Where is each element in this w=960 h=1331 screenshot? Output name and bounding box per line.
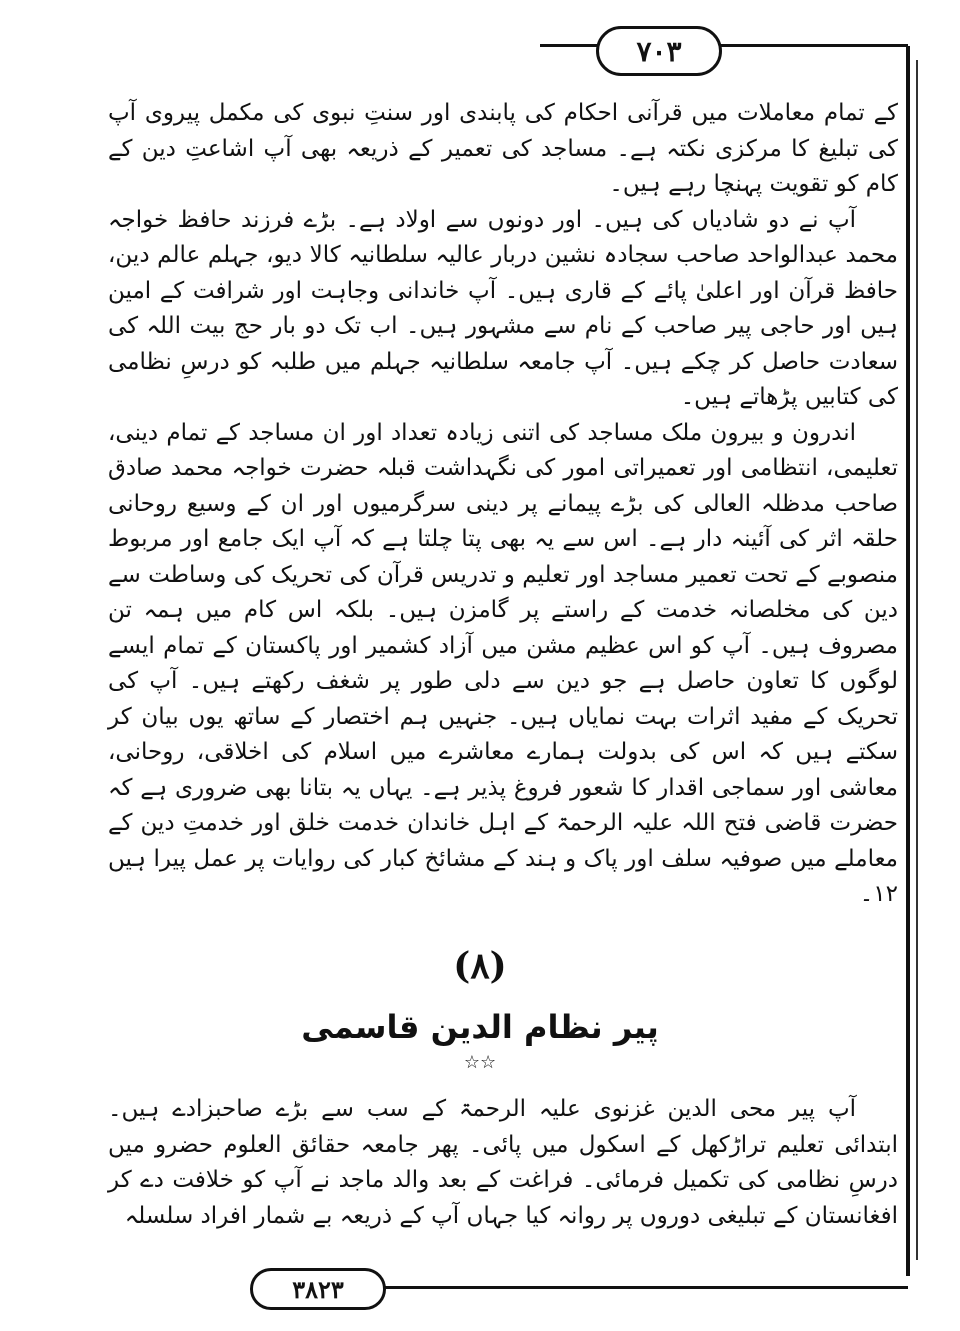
section-number: (۸) xyxy=(453,945,507,987)
paragraph-3: اندرون و بیرون ملک مساجد کی اتنی زیادہ تعداد اور ان مساجد کے تمام دینی، تعلیمی، انتظامی اور تعمیراتی امور کی نگہداشت قبلہ حضرت خواجہ محمد صادق صاحب مدظلہ العالی کی بڑے پیمانے پر دینی سرگرمیوں اور ان کے وسیع روحانی حلقہ اثر کی آئینہ دار ہے۔ اس سے یہ بھی پتا چلتا ہے کہ آپ ایک جامع اور مربوط منصوبے کے تحت تعمیر مساجد اور تعلیم و تدریس قرآن کی تحریک کی وساطت سے دین کی مخلصانہ خدمت کے راستے پر گامزن ہیں۔ بلکہ اس کام میں ہمہ تن مصروف ہیں۔ آپ کو اس عظیم مشن میں آزاد کشمیر اور پاکستان کے تمام ایسے لوگوں کا تعاون حاصل ہے جو دین سے دلی طور پر شغف رکھتے ہیں۔ آپ کی تحریک کے مفید اثرات بہت نمایاں ہیں۔ جنہیں ہم اختصار کے ساتھ یوں بیان کر سکتے ہیں کہ اس کی بدولت ہمارے معاشرے میں اسلام کی اخلاقی، روحانی، معاشی اور سماجی اقدار کا شعور فروغ پذیر ہے۔ یہاں یہ بتانا بھی ضروری ہے کہ حضرت قاضی فتح اللہ علیہ الرحمۃ کے اہل خاندان خدمت خلق اور خدمتِ دین کے معاملے میں صوفیہ سلف اور پاک و ہند کے مشائخ کبار کی روایات پر عمل پیرا ہیں ۱۲۔ xyxy=(108,419,898,907)
section-paragraph: آپ پیر محی الدین غزنوی علیہ الرحمۃ کے سب سے بڑے صاحبزادے ہیں۔ ابتدائی تعلیم تراڑکھل کے اسکول میں پائی۔ پھر جامعہ حقائق العلوم حضرو میں درسِ نظامی کی تکمیل فرمائی۔ فراغت کے بعد والد ماجد نے آپ کو خلافت دے کر افغانستان کے تبلیغی دوروں پر روانہ کیا جہاں آپ کے ذریعہ بے شمار افراد سلسلہ xyxy=(108,1096,898,1229)
section-title: پیر نظام الدین قاسمی xyxy=(301,1008,659,1046)
main-text xyxy=(108,96,898,913)
section-text xyxy=(108,1092,898,1234)
page-border-right-inner xyxy=(916,60,918,1260)
volume-page-badge: ۳۸۲۳ xyxy=(250,1268,386,1310)
paragraph-2: آپ نے دو شادیاں کی ہیں۔ اور دونوں سے اولاد ہے۔ بڑے فرزند حافظ خواجہ محمد عبدالواحد صاحب سجادہ نشین دربار عالیہ سلطانیہ کالا دیو، جہلم عالم دین، حافظ قرآن اور اعلیٰ پائے کے قاری ہیں۔ آپ خاندانی وجاہت اور شرافت کے امین ہیں اور حاجی پیر صاحب کے نام سے مشہور ہیں۔ اب تک دو بار حج بیت اللہ کی سعادت حاصل کر چکے ہیں۔ آپ جامعہ سلطانیہ جہلم میں طلبہ کو درسِ نظامی کی کتابیں پڑھاتے ہیں۔ xyxy=(108,206,898,410)
page-border-right xyxy=(906,46,910,1276)
top-rule-right xyxy=(716,44,908,47)
top-rule-left xyxy=(540,44,600,47)
bottom-rule xyxy=(380,1286,908,1289)
paragraph-1: کے تمام معاملات میں قرآنی احکام کی پابندی اور سنتِ نبوی کی مکمل پیروی آپ کی تبلیغ کا مرکزی نکتہ ہے۔ مساجد کی تعمیر کے ذریعہ بھی آپ اشاعتِ دین کے کام کو تقویت پہنچا رہے ہیں۔ xyxy=(108,100,898,197)
star-ornament: ☆☆ xyxy=(463,1052,497,1073)
page-number-badge: ۷۰۳ xyxy=(596,26,722,76)
